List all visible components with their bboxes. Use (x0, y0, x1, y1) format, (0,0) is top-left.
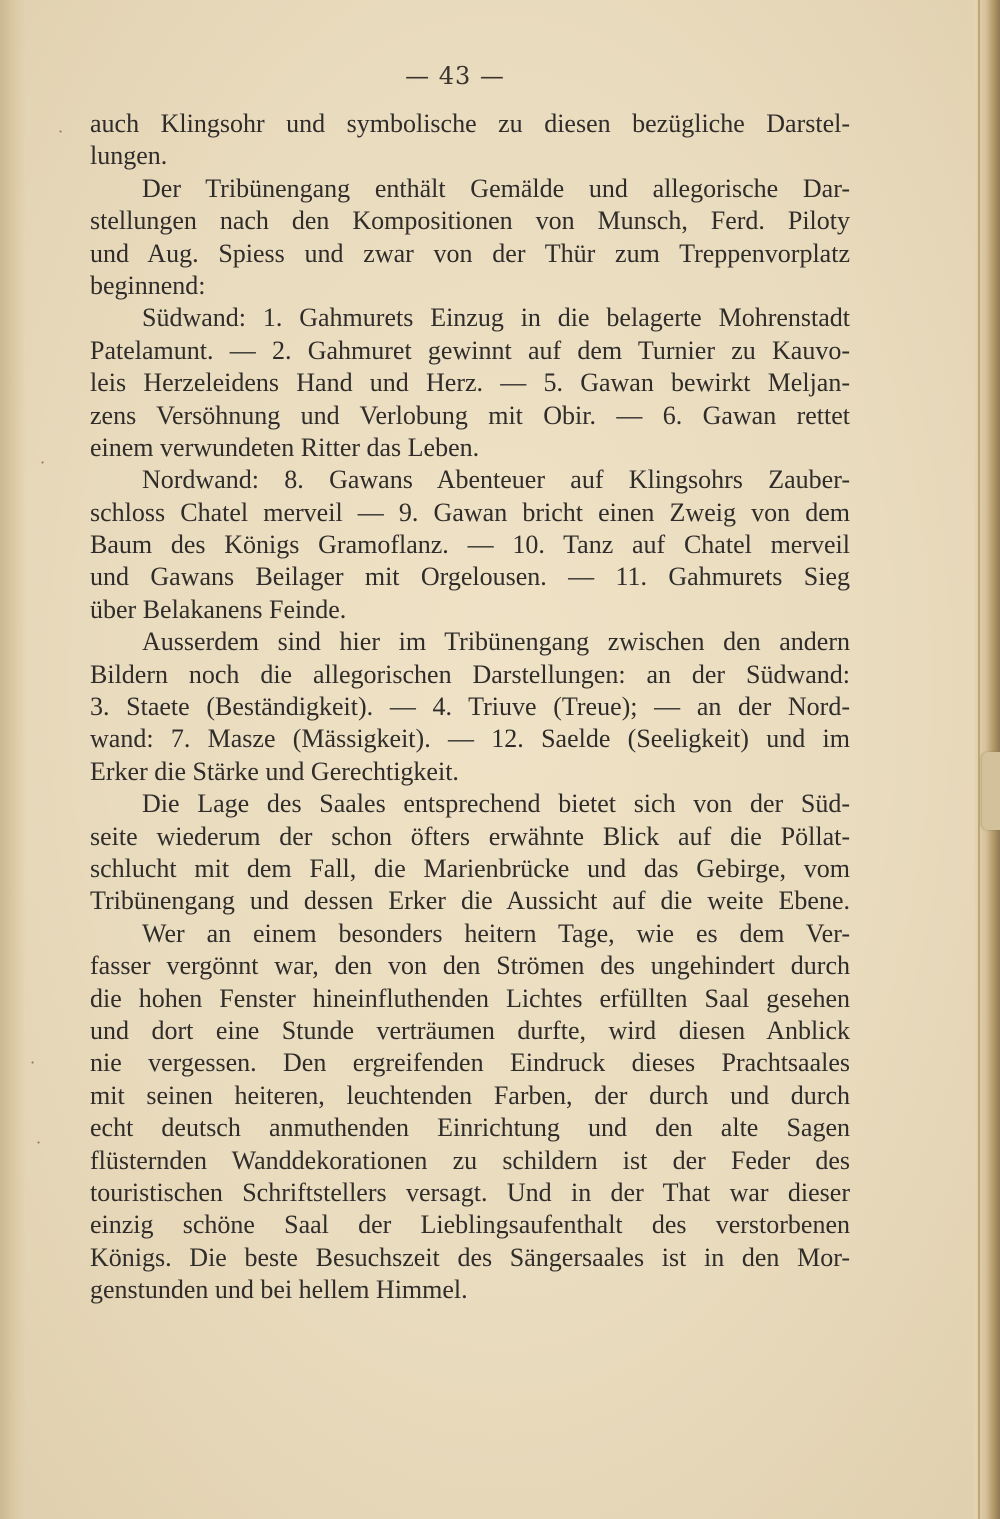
text-line: Baum des Königs Gramoflanz. — 10. Tanz auf Chatel merveil (90, 530, 850, 560)
text-line: Wer an einem besonders heitern Tage, wie es dem Ver- (142, 918, 850, 948)
text-line: einzig schöne Saal der Lieblingsaufenthalt des verstorbenen (90, 1210, 850, 1240)
text-line: schloss Chatel merveil — 9. Gawan bricht einen Zweig von dem (90, 497, 850, 527)
text-line: Erker die Stärke und Gerechtigkeit. (90, 756, 459, 786)
page-tab (982, 752, 1000, 830)
spine-shadow (0, 0, 26, 1519)
text-line: beginnend: (90, 270, 206, 300)
text-line: auch Klingsohr und symbolische zu diesen bezügliche Darstel- (90, 109, 850, 138)
text-line: genstunden und bei hellem Himmel. (90, 1275, 468, 1305)
text-line: und Aug. Spiess und zwar von der Thür zum Treppenvorplatz (90, 238, 850, 268)
margin-speck: · (30, 1053, 36, 1072)
text-line: nie vergessen. Den ergreifenden Eindruck dieses Prachtsaales (90, 1048, 850, 1078)
text-line: seite wiederum der schon öfters erwähnte Blick auf die Pöllat- (90, 821, 850, 851)
text-line: Patelamunt. — 2. Gahmuret gewinnt auf dem Turnier zu Kauvo- (90, 335, 850, 365)
text-line: und dort eine Stunde verträumen durfte, wird diesen Anblick (90, 1015, 850, 1045)
text-line: Südwand: 1. Gahmurets Einzug in die belagerte Mohrenstadt (142, 303, 850, 333)
text-line: schlucht mit dem Fall, die Marienbrücke und das Gebirge, vom (90, 853, 850, 883)
text-line: mit seinen heiteren, leuchtenden Farben, der durch und durch (90, 1080, 850, 1110)
margin-speck: · (36, 1133, 42, 1152)
text-line: touristischen Schriftstellers versagt. Und in der That war dieser (90, 1177, 850, 1207)
text-line: Königs. Die beste Besuchszeit des Sängersaales ist in den Mor- (90, 1242, 850, 1272)
text-line: einem verwundeten Ritter das Leben. (90, 432, 480, 462)
text-line: zens Versöhnung und Verlobung mit Obir. — 6. Gawan rettet (90, 400, 850, 430)
text-line: Nordwand: 8. Gawans Abenteuer auf Klingsohrs Zauber- (142, 465, 850, 495)
text-line: Bildern noch die allegorischen Darstellungen: an der Südwand: (90, 659, 850, 689)
text-line: Tribünengang und dessen Erker die Aussicht auf die weite Ebene. (90, 886, 850, 916)
text-line: stellungen nach den Kompositionen von Munsch, Ferd. Piloty (90, 206, 850, 236)
text-line: 3. Staete (Beständigkeit). — 4. Triuve (Treue); — an der Nord- (90, 692, 850, 722)
body-text (90, 108, 850, 1306)
text-line: flüsternden Wanddekorationen zu schildern ist der Feder des (90, 1145, 850, 1175)
text-line: Die Lage des Saales entsprechend bietet sich von der Süd- (142, 789, 850, 819)
text-line: lungen. (90, 141, 168, 171)
page-edge-line (978, 0, 980, 1519)
margin-speck: · (58, 122, 64, 141)
text-line: fasser vergönnt war, den von den Strömen des ungehindert durch (90, 951, 850, 981)
page-number: — 43 — (405, 62, 505, 90)
text-line: wand: 7. Masze (Mässigkeit). — 12. Saelde (Seeligkeit) und im (90, 724, 850, 754)
text-line: leis Herzeleidens Hand und Herz. — 5. Gawan bewirkt Meljan- (90, 368, 850, 398)
text-line: echt deutsch anmuthenden Einrichtung und den alte Sagen (90, 1113, 850, 1143)
text-line: über Belakanens Feinde. (90, 594, 347, 624)
text-line: Ausserdem sind hier im Tribünengang zwischen den andern (142, 627, 850, 657)
text-line: und Gawans Beilager mit Orgelousen. — 11. Gahmurets Sieg (90, 562, 850, 592)
text-line: Der Tribünengang enthält Gemälde und allegorische Dar- (142, 173, 850, 203)
margin-speck: · (40, 453, 46, 472)
text-line: die hohen Fenster hineinfluthenden Lichtes erfüllten Saal gesehen (90, 983, 850, 1013)
